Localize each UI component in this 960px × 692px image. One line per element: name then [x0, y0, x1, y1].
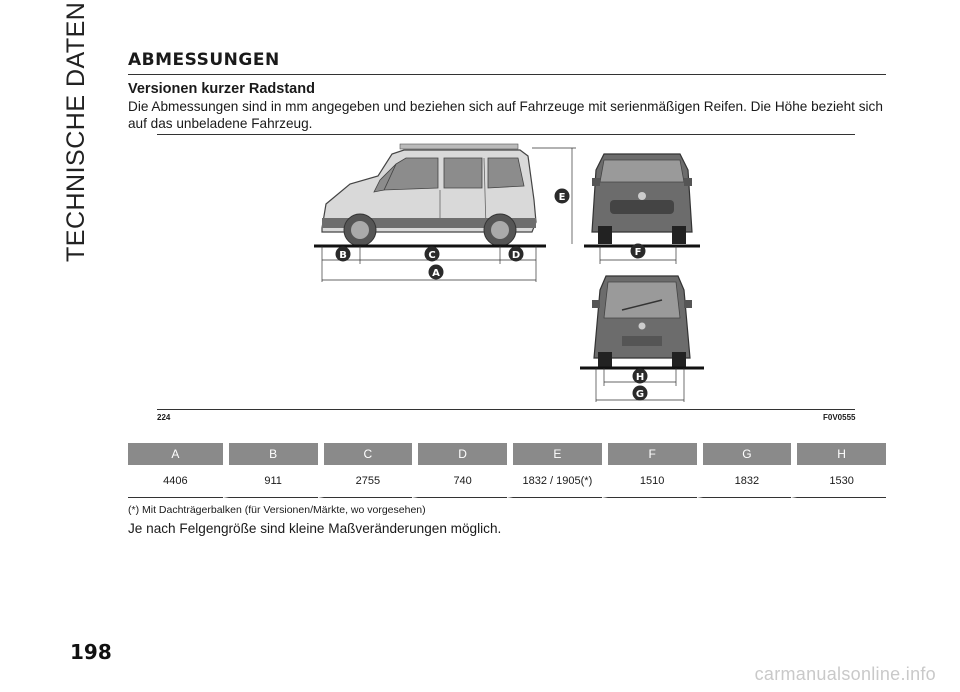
dimension-badge-b — [336, 247, 351, 262]
table-cell: 4406 — [128, 465, 223, 498]
svg-text:E: E — [558, 192, 566, 203]
table-header-cell: D — [412, 443, 507, 465]
subheading: Versionen kurzer Radstand — [128, 81, 315, 97]
dimensions-table — [128, 443, 886, 498]
vehicle-dimension-drawing — [300, 140, 720, 406]
table-cell: 2755 — [318, 465, 413, 498]
figure-top-rule — [157, 134, 855, 135]
side-view-car — [314, 144, 546, 246]
intro-paragraph: Die Abmessungen sind in mm angegeben und beziehen sich auf Fahrzeuge mit serienmäßigen Reifen. Die Höhe bezieht sich auf das unbeladene Fahrzeug. — [128, 99, 883, 131]
table-header-cell: A — [128, 443, 223, 465]
side-section-title: TECHNISCHE DATEN — [62, 1, 90, 262]
table-cell: 1510 — [602, 465, 697, 498]
size-note: Je nach Felgengröße sind kleine Maßveränderungen möglich. — [128, 521, 502, 536]
dimension-badge-d — [509, 247, 524, 262]
svg-text:A: A — [432, 268, 440, 279]
title-rule — [128, 74, 886, 75]
table-header-cell: F — [602, 443, 697, 465]
table-header-cell: H — [791, 443, 886, 465]
table-header-cell: B — [223, 443, 318, 465]
table-header-cell: G — [697, 443, 792, 465]
svg-text:B: B — [339, 250, 347, 261]
table-cell: 911 — [223, 465, 318, 498]
section-title: ABMESSUNGEN — [128, 50, 280, 70]
rear-view-car — [580, 276, 704, 368]
table-header-cell: C — [318, 443, 413, 465]
dimension-badge-e — [555, 189, 570, 204]
front-view-car — [584, 154, 700, 246]
page-number: 198 — [70, 640, 112, 664]
table-cell: 1832 / 1905(*) — [507, 465, 602, 498]
table-header-cell: E — [507, 443, 602, 465]
dimension-badge-g — [633, 386, 648, 401]
dimension-badge-h — [633, 369, 648, 384]
table-cell: 1832 — [697, 465, 792, 498]
table-footnote: (*) Mit Dachträgerbalken (für Versionen/Märkte, wo vorgesehen) — [128, 504, 426, 516]
table-cell: 1530 — [791, 465, 886, 498]
dimension-badge-f — [631, 244, 646, 259]
svg-text:C: C — [428, 250, 436, 261]
svg-text:D: D — [511, 250, 521, 261]
figure-number: 224 — [157, 413, 171, 422]
figure-bottom-rule — [157, 409, 855, 410]
table-header-row — [128, 443, 886, 465]
watermark: carmanualsonline.info — [754, 664, 936, 684]
figure-code: F0V0555 — [823, 413, 856, 422]
svg-text:F: F — [634, 247, 642, 258]
dimension-badge-c — [425, 247, 440, 262]
dimension-badge-a — [429, 265, 444, 280]
svg-text:G: G — [635, 389, 645, 400]
table-cell: 740 — [412, 465, 507, 498]
table-row — [128, 465, 886, 498]
svg-text:H: H — [635, 372, 645, 383]
